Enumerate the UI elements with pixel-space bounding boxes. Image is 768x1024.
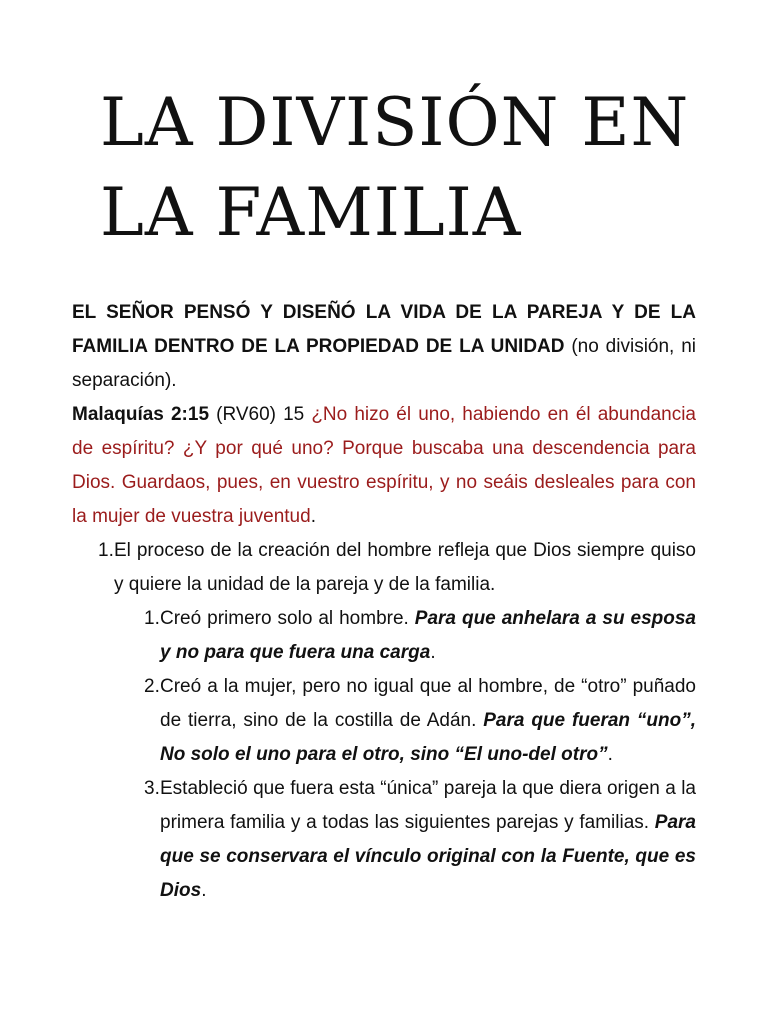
title-line-2: LA FAMILIA	[100, 174, 522, 251]
document-title	[100, 78, 740, 258]
list-item-text: El proceso de la creación del hombre refleja que Dios siempre quiso y quiere la unidad de la pareja y de la familia.	[114, 540, 696, 595]
list-item-1	[72, 534, 696, 602]
verse-version: (RV60) 15	[209, 404, 312, 425]
intro-rest-text: (no división, ni separación).	[72, 336, 696, 391]
sublist-item-emphasis: Para que anhelara a su esposa y no para que fuera una carga	[160, 608, 697, 663]
sublist-item-text: Creó primero solo al hombre.	[160, 608, 415, 629]
sublist-item-1	[72, 602, 696, 670]
sublist-item-emphasis: Para que fueran “uno”, No solo el uno para el otro, sino “El uno-del otro”	[160, 710, 696, 765]
sublist-item-text: Creó a la mujer, pero no igual que al hombre, de “otro” puñado de tierra, sino de la costilla de Adán.	[160, 676, 696, 731]
verse-reference: Malaquías 2:15	[72, 404, 210, 425]
document-body	[72, 296, 696, 908]
verse-end: .	[310, 506, 316, 527]
list-item-number: 1.	[98, 540, 114, 561]
sublist-item-number: 2.	[144, 676, 160, 697]
sublist-item-number: 1.	[144, 608, 160, 629]
sublist-item-end: .	[201, 880, 207, 901]
sublist-item-end: .	[430, 642, 436, 663]
verse-text: ¿No hizo él uno, habiendo en él abundancia de espíritu? ¿Y por qué uno? Porque buscaba una descendencia para Dios. Guardaos, pues, en vuestro espíritu, y no seáis desleales para con la mujer de vuestra juventud	[72, 404, 697, 527]
verse-paragraph	[72, 398, 696, 534]
sublist-item-number: 3.	[144, 778, 160, 799]
intro-paragraph	[72, 296, 696, 398]
intro-bold-text: EL SEÑOR PENSÓ Y DISEÑÓ LA VIDA DE LA PAREJA Y DE LA FAMILIA DENTRO DE LA PROPIEDAD DE LA UNIDAD	[72, 302, 696, 357]
sublist-item-2	[72, 670, 696, 772]
sublist-item-emphasis: Para que se conservara el vínculo original con la Fuente, que es Dios	[160, 812, 696, 901]
title-line-1: LA DIVISIÓN EN	[100, 84, 690, 161]
sublist-item-end: .	[607, 744, 613, 765]
sublist-item-3	[72, 772, 696, 908]
sublist-item-text: Estableció que fuera esta “única” pareja la que diera origen a la primera familia y a todas las siguientes parejas y familias.	[160, 778, 696, 833]
